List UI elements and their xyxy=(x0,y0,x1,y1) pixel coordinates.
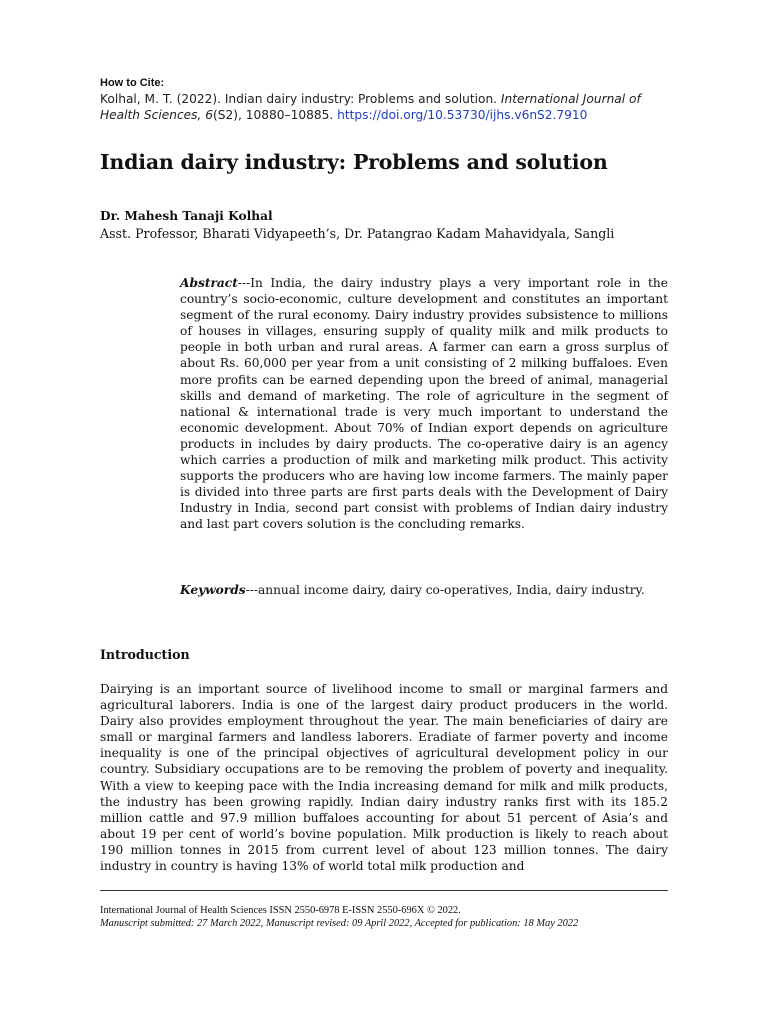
paper-title: Indian dairy industry: Problems and solution xyxy=(100,150,608,174)
citation-journal: International Journal of Health Sciences, 6 xyxy=(100,92,641,122)
keywords-text: ---annual income dairy, dairy co-operatives, India, dairy industry. xyxy=(245,583,645,597)
keywords-paragraph xyxy=(180,582,668,598)
how-to-cite-heading: How to Cite: xyxy=(100,77,165,89)
citation-authors-title: Kolhal, M. T. (2022). Indian dairy industry: Problems and solution. xyxy=(100,92,501,106)
abstract-paragraph xyxy=(180,275,668,533)
abstract-label: Abstract xyxy=(180,276,238,290)
abstract-text: ---In India, the dairy industry plays a very important role in the country’s socio-economic, culture development and constitutes an important segment of the rural economy. Dairy industry provides subsistence to millions of houses in villages, ensuring supply of quality milk and milk products to people in both urban and rural areas. A farmer can earn a gross surplus of about Rs. 60,000 per year from a unit consisting of 2 milking buffaloes. Even more profits can be earned depending upon the breed of animal, managerial skills and demand of marketing. The role of agriculture in the segment of national & international trade is very much important to understand the economic development. About 70% of Indian export depends on agriculture products in includes by dairy products. The co-operative dairy is an agency which carries a production of milk and marketing milk product. This activity supports the producers who are having low income farmers. The mainly paper is divided into three parts are first parts deals with the Development of Dairy Industry in India, second part consist with problems of Indian dairy industry and last part covers solution is the concluding remarks. xyxy=(180,276,668,532)
footer-divider xyxy=(100,890,668,891)
footer-dates-line: Manuscript submitted: 27 March 2022, Manuscript revised: 09 April 2022, Accepted for publication: 18 May 2022 xyxy=(100,918,579,929)
citation-text xyxy=(100,91,668,123)
doi-link[interactable]: https://doi.org/10.53730/ijhs.v6nS2.7910 xyxy=(337,108,588,122)
introduction-heading: Introduction xyxy=(100,647,190,662)
author-affiliation: Asst. Professor, Bharati Vidyapeeth’s, Dr. Patangrao Kadam Mahavidyala, Sangli xyxy=(100,226,615,241)
keywords-label: Keywords xyxy=(180,583,246,597)
citation-issue-pages: (S2), 10880–10885. xyxy=(213,108,338,122)
author-name: Dr. Mahesh Tanaji Kolhal xyxy=(100,209,273,223)
footer-journal-line: International Journal of Health Sciences ISSN 2550-6978 E-ISSN 2550-696X © 2022. xyxy=(100,905,461,916)
introduction-text: Dairying is an important source of livelihood income to small or marginal farmers and agricultural laborers. India is one of the largest dairy product producers in the world. Dairy also provides employment throughout the year. The main beneficiaries of dairy are small or marginal farmers and landless laborers. Eradiate of farmer poverty and income inequality is one of the principal objectives of agricultural development policy in our country. Subsidiary occupations are to be removing the problem of poverty and inequality. With a view to keeping pace with the India increasing demand for milk and milk products, the industry has been growing rapidly. Indian dairy industry ranks first with its 185.2 million cattle and 97.9 million buffaloes accounting for about 51 percent of Asia’s and about 19 per cent of world’s bovine population. Milk production is likely to reach about 190 million tonnes in 2015 from current level of about 123 million tonnes. The dairy industry in country is having 13% of world total milk production and xyxy=(100,682,668,874)
